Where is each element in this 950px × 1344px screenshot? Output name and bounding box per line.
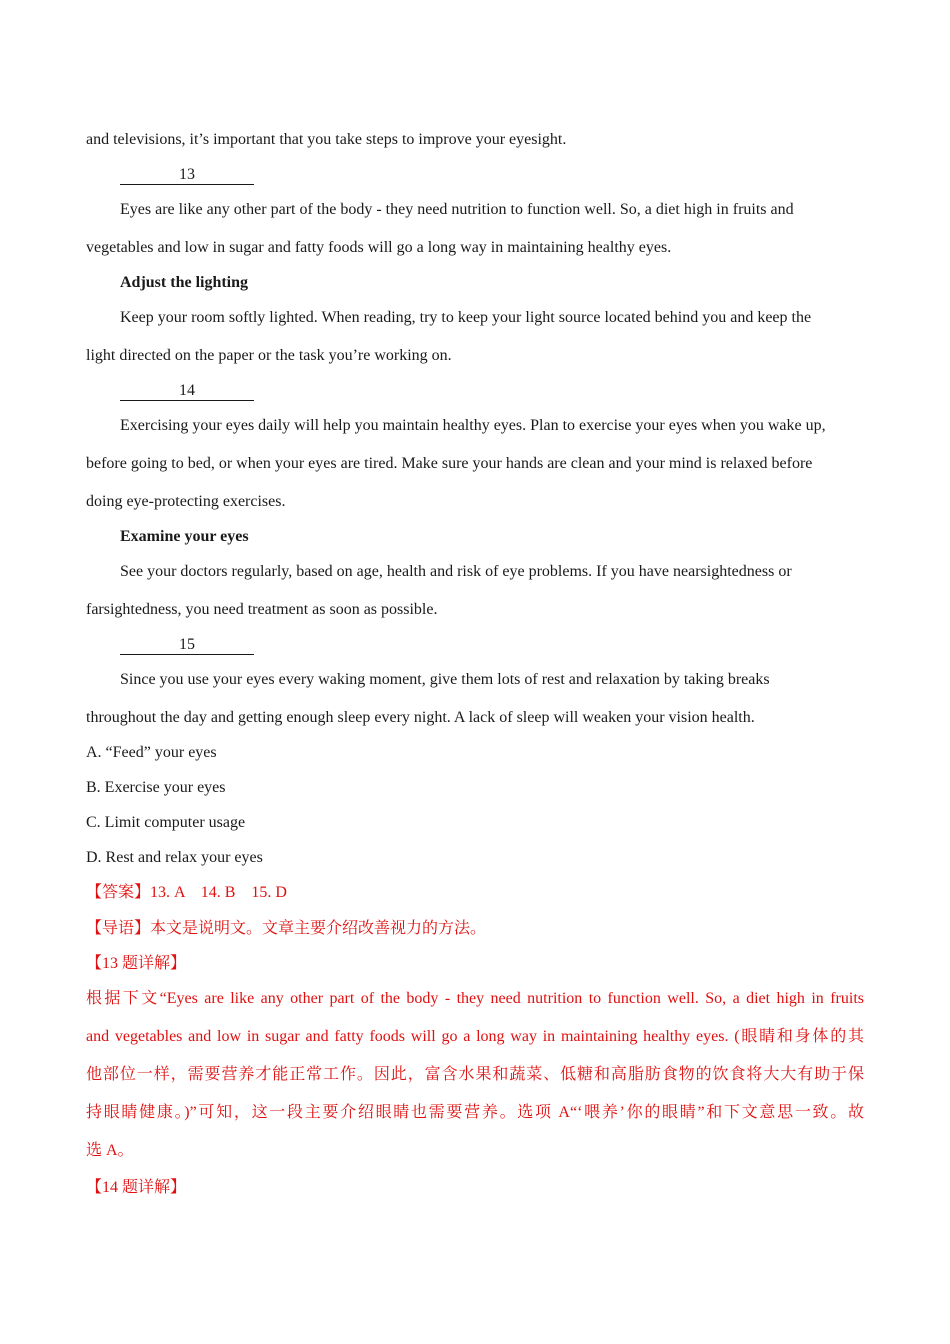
guide-line xyxy=(86,919,486,939)
paragraph-exercise-line-2: before going to bed, or when your eyes are tired. Make sure your hands are clean and your mind is relaxed before xyxy=(86,455,813,472)
paragraph-exercise-line-1: Exercising your eyes daily will help you maintain healthy eyes. Plan to exercise your eyes when you wake up, xyxy=(120,417,826,434)
detail-14-label: 【14 题详解】 xyxy=(86,1179,187,1196)
blank-13 xyxy=(86,165,254,185)
heading-examine-eyes: Examine your eyes xyxy=(120,528,249,545)
detail-13-line-4: 持眼睛健康。)”可知，这一段主要介绍眼睛也需要营养。选项 A“‘喂养’你的眼睛”和下文意思一致。故 xyxy=(86,1104,864,1121)
answer-line xyxy=(86,883,287,903)
passage-intro-line: and televisions, it’s important that you take steps to improve your eyesight. xyxy=(86,131,567,148)
option-a: A. “Feed” your eyes xyxy=(86,744,217,761)
paragraph-rest-line-1: Since you use your eyes every waking moment, give them lots of rest and relaxation by taking breaks xyxy=(120,671,770,688)
blank-number-13: 13 xyxy=(120,166,254,185)
blank-15 xyxy=(86,635,254,655)
detail-13-line-2: and vegetables and low in sugar and fatty foods will go a long way in maintaining healthy eyes. (眼睛和身体的其 xyxy=(86,1028,864,1045)
detail-13-line-3: 他部位一样，需要营养才能正常工作。因此，富含水果和蔬菜、低糖和高脂肪食物的饮食将大大有助于保 xyxy=(86,1066,864,1083)
paragraph-rest-line-2: throughout the day and getting enough sleep every night. A lack of sleep will weaken your vision health. xyxy=(86,709,755,726)
paragraph-examine-line-1: See your doctors regularly, based on age, health and risk of eye problems. If you have nearsightedness or xyxy=(120,563,792,580)
guide-label: 【导语】 xyxy=(86,920,151,937)
paragraph-feed-line-2: vegetables and low in sugar and fatty foods will go a long way in maintaining healthy eyes. xyxy=(86,239,672,256)
blank-number-15: 15 xyxy=(120,636,254,655)
guide-text: 本文是说明文。文章主要介绍改善视力的方法。 xyxy=(150,920,487,937)
answer-text: 13. A 14. B 15. D xyxy=(150,884,287,901)
paragraph-feed-line-1: Eyes are like any other part of the body - they need nutrition to function well. So, a diet high in fruits and xyxy=(120,201,794,218)
answer-label: 【答案】 xyxy=(86,884,151,901)
option-c: C. Limit computer usage xyxy=(86,814,246,831)
detail-13-line-5: 选 A。 xyxy=(86,1142,134,1159)
blank-number-14: 14 xyxy=(120,382,254,401)
heading-adjust-lighting: Adjust the lighting xyxy=(120,274,249,291)
detail-13-line-1: 根据下文“Eyes are like any other part of the body - they need nutrition to function well. So, a diet high in fruits xyxy=(86,990,864,1007)
option-d: D. Rest and relax your eyes xyxy=(86,849,263,866)
paragraph-exercise-line-3: doing eye-protecting exercises. xyxy=(86,493,286,510)
paragraph-examine-line-2: farsightedness, you need treatment as soon as possible. xyxy=(86,601,438,618)
paragraph-lighting-line-1: Keep your room softly lighted. When reading, try to keep your light source located behind you and keep the xyxy=(120,309,812,326)
paragraph-lighting-line-2: light directed on the paper or the task you’re working on. xyxy=(86,347,452,364)
option-b: B. Exercise your eyes xyxy=(86,779,226,796)
detail-13-label: 【13 题详解】 xyxy=(86,955,187,972)
blank-14 xyxy=(86,381,254,401)
